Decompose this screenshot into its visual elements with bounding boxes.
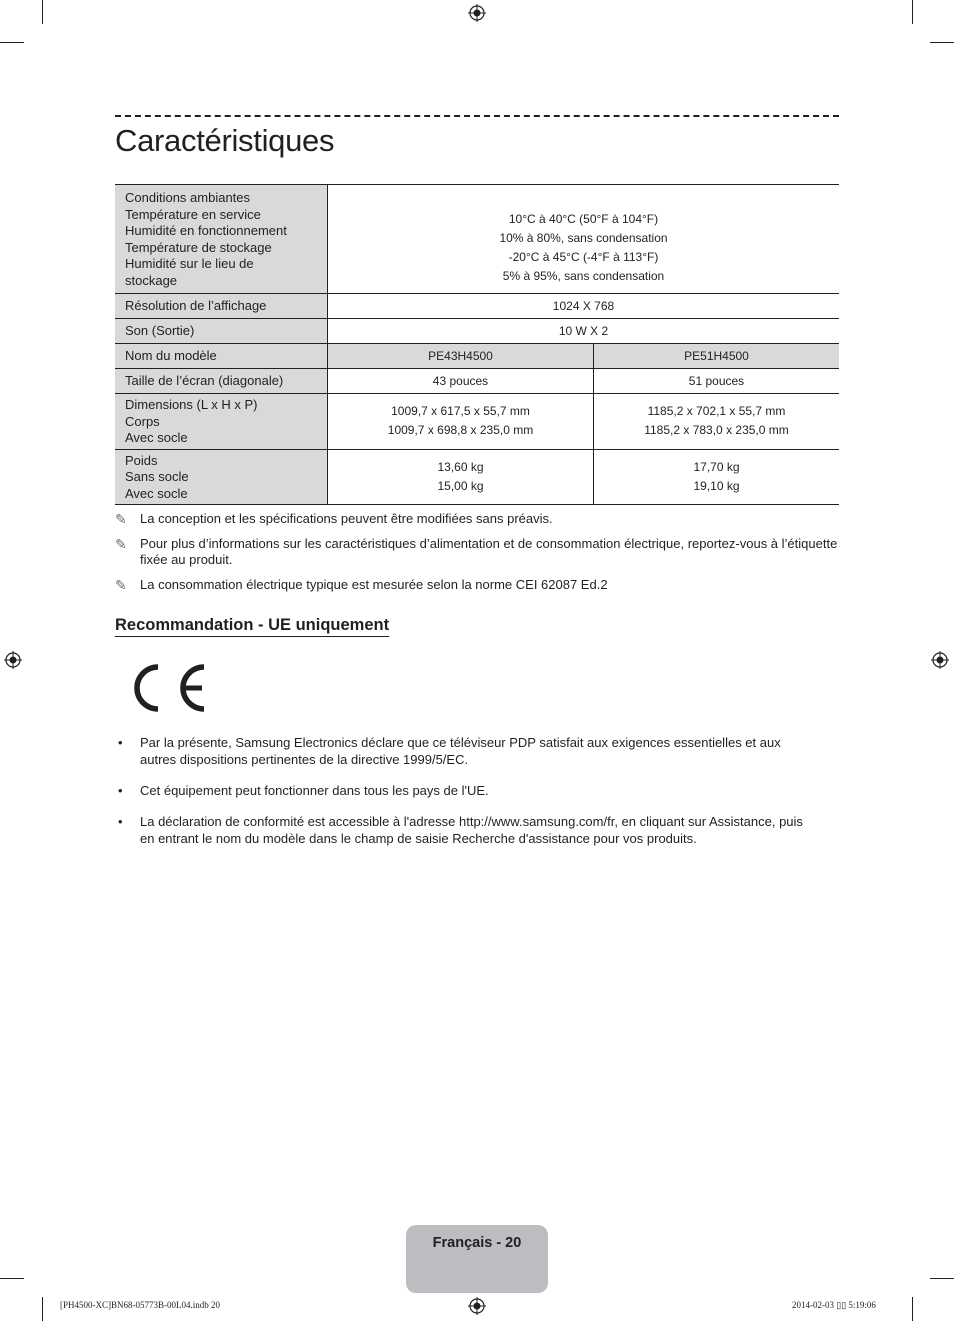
env-labels: Conditions ambiantes Température en service Humidité en fonctionnement Température de stockage Humidité sur le lieu de stockage	[115, 185, 328, 294]
title-rule	[115, 115, 839, 117]
list-item	[115, 734, 815, 768]
dimensions-value-2: 1185,2 x 702,1 x 55,7 mm 1185,2 x 783,0 x 235,0 mm	[594, 394, 840, 450]
registration-mark-icon	[468, 1297, 486, 1315]
note-item	[115, 511, 839, 528]
crop-mark	[42, 0, 43, 24]
dimensions-labels: Dimensions (L x H x P) Corps Avec socle	[115, 394, 328, 450]
pencil-icon: ✎	[115, 576, 127, 593]
slug-glyph-icon: ▯▯	[836, 1300, 847, 1310]
recommendation-heading: Recommandation - UE uniquement	[115, 616, 389, 637]
bullet-text: La déclaration de conformité est accessible à l'adresse http://www.samsung.com/fr, en cliquant sur Assistance, puis en entrant le nom du modèle dans le champ de saisie Recherche d'assistance pour vos produits.	[140, 814, 803, 846]
table-row	[115, 294, 839, 319]
sound-label: Son (Sortie)	[115, 319, 328, 344]
table-row	[115, 319, 839, 344]
dimensions-value-1: 1009,7 x 617,5 x 55,7 mm 1009,7 x 698,8 x 235,0 mm	[328, 394, 594, 450]
table-row	[115, 344, 839, 369]
bullet-icon: •	[118, 783, 123, 798]
spec-table	[115, 184, 839, 505]
registration-mark-icon	[931, 651, 949, 669]
model-value-2: PE51H4500	[594, 344, 840, 369]
ce-mark-logo	[130, 662, 208, 714]
registration-mark-icon	[4, 651, 22, 669]
note-item	[115, 536, 839, 569]
crop-mark	[0, 42, 24, 43]
weight-labels: Poids Sans socle Avec socle	[115, 449, 328, 505]
bullet-icon: •	[118, 735, 123, 750]
crop-mark	[912, 0, 913, 24]
table-row	[115, 185, 839, 294]
resolution-label: Résolution de l’affichage	[115, 294, 328, 319]
resolution-value: 1024 X 768	[328, 294, 840, 319]
crop-mark	[912, 1297, 913, 1321]
screen-size-label: Taille de l’écran (diagonale)	[115, 369, 328, 394]
sound-value: 10 W X 2	[328, 319, 840, 344]
note-text: La consommation électrique typique est mesurée selon la norme CEI 62087 Ed.2	[140, 576, 608, 592]
notes-list	[115, 511, 839, 601]
page-number-tab	[406, 1225, 548, 1293]
page-number-label: Français - 20	[432, 1235, 522, 1251]
model-value-1: PE43H4500	[328, 344, 594, 369]
recommendation-bullets	[115, 734, 815, 861]
bullet-icon: •	[118, 814, 123, 829]
crop-mark	[42, 1297, 43, 1321]
weight-value-2: 17,70 kg 19,10 kg	[594, 449, 840, 505]
pencil-icon: ✎	[115, 511, 127, 527]
print-slug-file: [PH4500-XC]BN68-05773B-00L04.indb 20	[60, 1300, 220, 1310]
screen-size-value-1: 43 pouces	[328, 369, 594, 394]
list-item	[115, 813, 815, 847]
model-label: Nom du modèle	[115, 344, 328, 369]
screen-size-value-2: 51 pouces	[594, 369, 840, 394]
note-item	[115, 577, 839, 594]
table-row	[115, 394, 839, 450]
env-values: 10°C à 40°C (50°F à 104°F) 10% à 80%, sans condensation -20°C à 45°C (-4°F à 113°F) 5% à 95%, sans condensation	[328, 185, 840, 294]
note-text: Pour plus d’informations sur les caractéristiques d’alimentation et de consommation électrique, reportez-vous à l’étiquette fixée au produit.	[140, 535, 838, 567]
weight-value-1: 13,60 kg 15,00 kg	[328, 449, 594, 505]
bullet-text: Par la présente, Samsung Electronics déclare que ce téléviseur PDP satisfait aux exigences essentielles et aux autres dispositions pertinentes de la directive 1999/5/EC.	[140, 735, 781, 767]
crop-mark	[930, 42, 954, 43]
crop-mark	[930, 1278, 954, 1279]
list-item	[115, 782, 815, 799]
print-slug-date: 2014-02-03 ▯▯ 5:19:06	[792, 1300, 876, 1310]
bullet-text: Cet équipement peut fonctionner dans tous les pays de l'UE.	[140, 783, 489, 798]
page-title: Caractéristiques	[115, 123, 335, 158]
crop-mark	[0, 1278, 24, 1279]
table-row	[115, 369, 839, 394]
table-row	[115, 449, 839, 505]
registration-mark-icon	[468, 4, 486, 22]
pencil-icon: ✎	[115, 535, 127, 552]
note-text: La conception et les spécifications peuvent être modifiées sans préavis.	[140, 511, 553, 526]
